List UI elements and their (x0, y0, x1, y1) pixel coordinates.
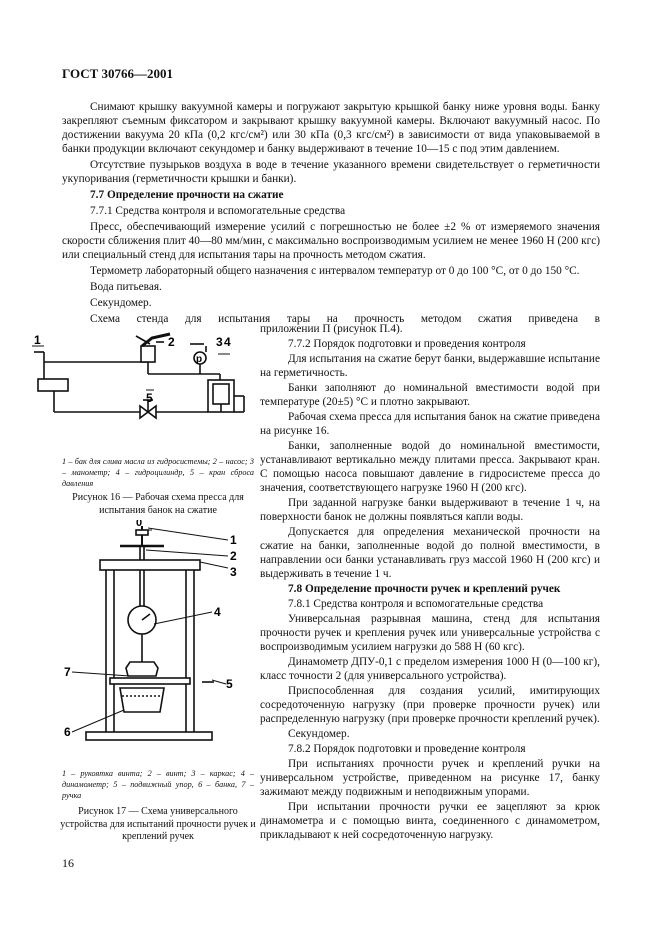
right-paragraph: При испытании прочности ручки ее зацепляют за крюк динамометра и с помощью винта, соединенного с динамометром, прикладывают к ней сосредоточенную нагрузку. (260, 801, 600, 841)
fig16-label-3: 3 (216, 335, 223, 349)
top-text-block (62, 100, 600, 326)
fig17-label-3: 3 (230, 565, 237, 579)
right-column (260, 322, 600, 842)
paragraph-vacuum: Снимают крышку вакуумной камеры и погружают закрытую крышкой банку ниже уровня воды. Банку закрепляют съемным фиксатором и закрывают крышку вакуумной камеры. Включают вакуумный насос. По достижении вакуума 20 кПа (0,2 кгс/см²) или 30 кПа (0,3 кгс/см²) в зависимости от вида упаковываемой в банки продукции включают секундомер и банку выдерживают в течение 10—15 с под этим давлением. (62, 101, 600, 155)
paragraph-water: Вода питьевая. (90, 281, 162, 293)
fig17-label-5: 5 (226, 677, 233, 691)
right-column-paragraphs (260, 337, 600, 842)
right-paragraph: Банки заполняют до номинальной вместимости водой при температуре (20±5) °С и плотно закрывают. (260, 382, 600, 408)
paragraph-thermometer: Термометр лабораторный общего назначения с интервалом температур от 0 до 100 °С, от 0 до 150 °С. (90, 265, 580, 277)
right-paragraph: Секундомер. (288, 728, 350, 740)
right-paragraph: Универсальная разрывная машина, стенд для испытания прочности ручек и крепления ручек или универсальные устройства с воспроизводимым усилием нагрузки до 588 Н (60 кгс). (260, 613, 600, 653)
right-paragraph: Динамометр ДПУ-0,1 с пределом измерения 1000 Н (0—100 кг), класс точности 2 (для универсального устройства). (260, 656, 600, 682)
fig16-label-4: 4 (224, 335, 231, 349)
fig17-label-4: 4 (214, 605, 221, 619)
fig17-label-1: 1 (230, 533, 237, 547)
fig17-label-6: 6 (64, 725, 71, 739)
fig17-rod-mark: 0 (136, 520, 143, 529)
press-scheme-svg (30, 332, 255, 452)
right-paragraph: 7.8 Определение прочности ручек и креплений ручек (288, 583, 561, 595)
paragraph-scheme-cont: приложении П (рисунок П.4). (260, 323, 403, 335)
paragraph-tightness: Отсутствие пузырьков воздуха в воде в течение указанного времени свидетельствует о герметичности укупоривания (герметичности крышки и банки). (62, 159, 600, 185)
fig16-label-2: 2 (168, 335, 175, 349)
fig16-manometer-p: p (196, 354, 203, 365)
right-paragraph: При испытаниях прочности ручек и креплений ручки на универсальном устройстве, приведенном на рисунке 17, банку зажимают между подвижным и неподвижным упорами. (260, 758, 600, 798)
right-paragraph: 7.8.2 Порядок подготовки и проведение контроля (288, 743, 526, 755)
right-paragraph: 7.7.2 Порядок подготовки и проведения контроля (288, 338, 526, 350)
right-paragraph: Допускается для определения механической прочности на сжатие на банки, заполненные водой до полной вместимости, в направлении оси банки устанавливать груз массой 1960 Н (200 кгс) и выдерживать в течение 1 ч. (260, 526, 600, 580)
section-7-7-title: 7.7 Определение прочности на сжатие (90, 189, 284, 201)
fig16-label-1: 1 (34, 333, 41, 347)
paragraph-stopwatch: Секундомер. (90, 297, 152, 309)
right-paragraph: Приспособленная для создания усилий, имитирующих сосредоточенную нагрузку (при проверке прочности ручек) или распределенную нагрузку (при проверке прочности креплений ручек). (260, 685, 600, 725)
figure-17-caption: Рисунок 17 — Схема универсального устройства для испытаний прочности ручек и креплений ручек (60, 806, 256, 842)
right-paragraph: При заданной нагрузке банки выдерживают в течение 1 ч, на поверхности банок не должны появляться капли воды. (260, 497, 600, 523)
figure-17-legend: 1 – рукоятка винта; 2 – винт; 3 – каркас; 4 – динамометр; 5 – подвижный упор, 6 – банка, 7 – ручка (62, 769, 254, 800)
fig17-label-2: 2 (230, 549, 237, 563)
page-number: 16 (62, 856, 74, 870)
right-paragraph: 7.8.1 Средства контроля и вспомогательные средства (288, 598, 544, 610)
figure-16-diagram (30, 332, 255, 452)
paragraph-press: Пресс, обеспечивающий измерение усилий с погрешностью не более ±2 % от измеряемого значения скорости сближения плит 40—80 мм/мин, с максимально воспроизводимым усилием не менее 1960 Н (200 кгс) или специальный стенд для испытания тары на прочность методом сжатия. (62, 221, 600, 261)
right-paragraph: Для испытания на сжатие берут банки, выдержавшие испытание на герметичность. (260, 353, 600, 379)
paragraph-scheme: Схема стенда для испытания тары на прочность методом сжатия приведена в (90, 313, 600, 325)
figure-16-caption: Рисунок 16 — Рабочая схема пресса для испытания банок на сжатие (72, 492, 244, 516)
fig17-label-7: 7 (64, 665, 71, 679)
figure-17-diagram (62, 520, 247, 765)
handle-tester-svg (62, 520, 247, 765)
figure-16-legend: 1 – бак для слива масла из гидросистемы; 2 – насос; 3 – манометр; 4 – гидроцилиндр, 5 – кран сброса давления (62, 457, 254, 488)
section-7-7-1: 7.7.1 Средства контроля и вспомогательные средства (90, 205, 346, 217)
page-header: ГОСТ 30766—2001 (62, 66, 174, 81)
right-paragraph: Рабочая схема пресса для испытания банок на сжатие приведена на рисунке 16. (260, 411, 600, 437)
right-paragraph: Банки, заполненные водой до номинальной вместимости, устанавливают вертикально между плитами пресса. Закрывают кран. С помощью насоса повышают давление в гидросистеме пресса до значения, соответствующего нагрузке 1960 Н (200 кгс). (260, 440, 600, 494)
fig16-label-5: 5 (146, 391, 153, 405)
